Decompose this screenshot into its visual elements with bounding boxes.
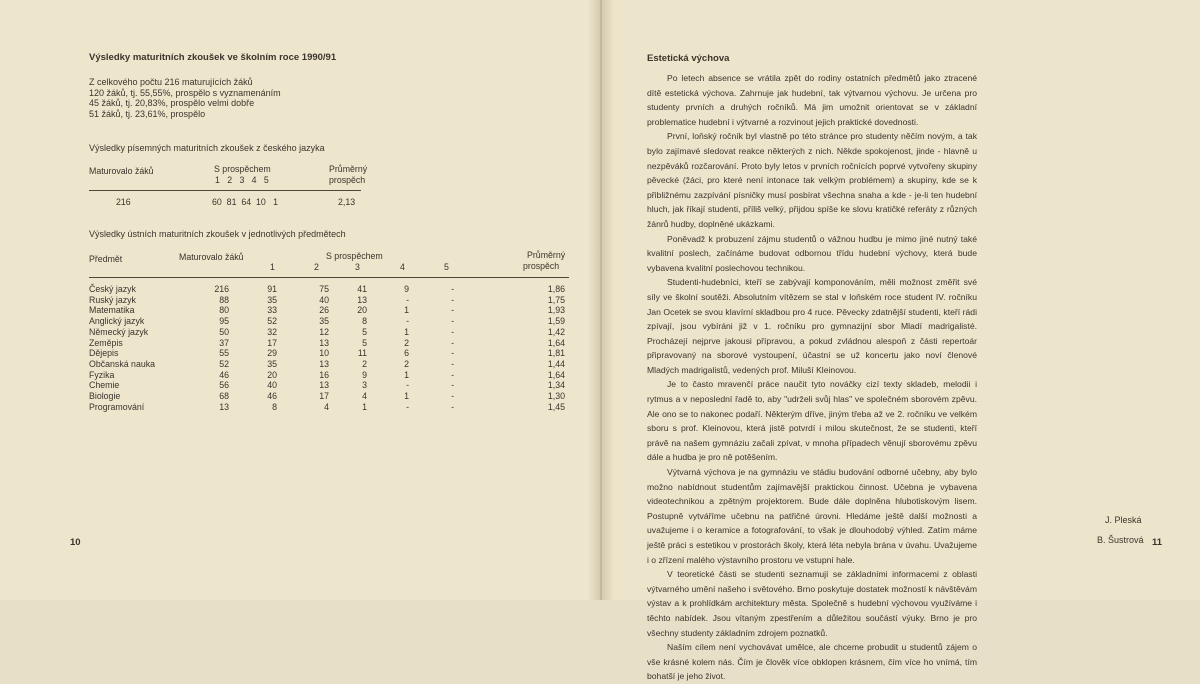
table-cell-g4: 2 [404, 358, 409, 369]
table-cell-g3: 3 [362, 380, 367, 391]
results-title: Výsledky maturitních zkoušek ve školním roce 1990/91 [89, 52, 337, 63]
article-paragraph: V teoretické části se studenti seznamují se základními informacemi z oblasti výtvarného umění našeho i světového. Brno poskytuje dostatek možností k návštěvám výstav a k prohlídkám architektury města. Společně s hudební výchovou využíváme i těchto nabídek. Jsou vítaným zpestřením a důležitou součástí výuky. Brno je pro všechny studenty základním zdrojem poznatků. [647, 569, 977, 638]
oral-col-success: S prospěchem [326, 251, 383, 261]
summary-line: 45 žáků, tj. 20,83%, prospělo velmi dobře [89, 98, 255, 108]
table-cell-avg: 1,86 [547, 284, 565, 294]
table-cell-g1: 91 [267, 284, 277, 294]
signature-author-1: J. Pleská [1105, 515, 1142, 525]
table-cell-subject: Matematika [89, 305, 135, 316]
table-cell-g5: - [451, 380, 454, 391]
table-cell-students: 68 [219, 391, 229, 401]
table-cell-g2: 17 [319, 391, 329, 401]
oral-grade-label: 3 [355, 262, 360, 272]
table-cell-students: 88 [219, 294, 229, 305]
table-cell-avg: 1,59 [547, 316, 565, 327]
table-cell-avg: 1,44 [547, 358, 565, 369]
table-cell-g3: 5 [362, 326, 367, 337]
table-row [89, 359, 569, 369]
table-cell-subject: Fyzika [89, 369, 115, 380]
results-summary [89, 77, 281, 119]
table-cell-subject: Ruský jazyk [89, 294, 136, 305]
summary-line: 120 žáků, tj. 55,55%, prospělo s vyznamenáním [89, 87, 281, 98]
page-number-left: 10 [70, 537, 81, 548]
table-cell-g2: 13 [319, 358, 329, 369]
table-row [89, 370, 569, 380]
table-cell-students: 50 [219, 326, 229, 337]
table-cell-students: 13 [219, 401, 229, 412]
table-cell-g4: 1 [404, 391, 409, 401]
written-students-value: 216 [116, 197, 131, 207]
table-cell-students: 55 [219, 348, 229, 359]
table-cell-avg: 1,64 [547, 337, 565, 348]
table-cell-g3: 4 [362, 391, 367, 401]
summary-line: 51 žáků, tj. 23,61%, prospělo [89, 108, 206, 119]
written-col-students: Maturovalo žáků [89, 166, 154, 176]
table-cell-subject: Zeměpis [89, 337, 123, 348]
table-cell-g2: 4 [324, 401, 329, 412]
table-cell-g5: - [451, 305, 454, 316]
oral-exam-heading: Výsledky ústních maturitních zkoušek v jednotlivých předmětech [89, 229, 346, 239]
table-row [89, 348, 569, 358]
article-paragraph: Poněvadž k probuzení zájmu studentů o vážnou hudbu je mimo jiné nutný také kvalitní poslech, začínáme budovat odbornou třídu hudební výchovy, která bude vybavena kvalitní poslechovou technikou. [647, 233, 977, 273]
table-cell-g4: - [406, 316, 409, 327]
written-avg-value: 2,13 [338, 197, 356, 207]
oral-col-subject: Předmět [89, 254, 123, 264]
table-cell-g2: 35 [319, 316, 329, 327]
table-cell-subject: Chemie [89, 380, 120, 391]
article-paragraph: Studenti-hudebníci, kteří se zabývají komponováním, měli možnost změřit své síly ve školní soutěži. Absolutním vítězem se stal v loňském roce student IV. ročníku Jan Ocetek se svou klavírní skladbou pro 4 ruce. Pěvecky zdatnější studenti, kteří rádi zpívají, jsou vybíráni již v 1. ročníku pro gymnazijní sbor Mladí madrigalisté. Procházejí nejprve jakousi přípravou, a pokud zvládnou alespoň z části repertoár připravovaný na sborové vystoupení, účastní se už koncertu jako noví členové Mladých madrigalistů, vedených prof. Miluší Kleinovou. [647, 277, 977, 375]
table-cell-g3: 2 [362, 358, 367, 369]
table-row [89, 316, 569, 326]
table-cell-g4: 6 [404, 348, 409, 359]
table-cell-g4: 1 [404, 305, 409, 316]
summary-line: Z celkového počtu 216 maturujících žáků [89, 77, 253, 87]
table-row [89, 402, 569, 412]
table-cell-students: 80 [219, 305, 229, 316]
table-cell-g1: 32 [267, 326, 277, 337]
table-cell-g2: 75 [319, 284, 329, 294]
page-number-right: 11 [1152, 537, 1163, 548]
written-grades-header: 1 2 3 4 5 [215, 175, 269, 185]
table-cell-subject: Anglický jazyk [89, 316, 145, 327]
table-cell-avg: 1,42 [547, 326, 565, 337]
article-paragraph: Naším cílem není vychovávat umělce, ale chceme probudit u studentů zájem o vše krásné kolem nás. Čím je člověk více obklopen krásnem, čím více ho vnímá, tím bohatší je jeho život. [647, 642, 977, 682]
table-cell-g2: 13 [319, 380, 329, 391]
table-row [89, 327, 569, 337]
table-cell-students: 46 [219, 369, 229, 380]
table-cell-subject: Občanská nauka [89, 358, 156, 369]
written-table-rule [89, 190, 361, 191]
written-grades-values: 60 81 64 10 1 [212, 197, 279, 207]
table-cell-g5: - [451, 294, 454, 305]
table-cell-avg: 1,45 [547, 401, 565, 412]
table-cell-g1: 46 [267, 391, 277, 401]
table-cell-g5: - [451, 337, 454, 348]
table-cell-g1: 40 [267, 380, 277, 391]
written-col-avg-line2: prospěch [329, 175, 366, 185]
table-cell-g4: 1 [404, 326, 409, 337]
table-cell-g5: - [451, 401, 454, 412]
table-cell-subject: Programování [89, 401, 145, 412]
table-cell-g4: 2 [404, 337, 409, 348]
written-col-success: S prospěchem [214, 164, 271, 174]
table-cell-avg: 1,75 [547, 294, 565, 305]
oral-col-avg-line2: prospěch [523, 261, 560, 271]
table-cell-g2: 40 [319, 294, 329, 305]
table-cell-avg: 1,81 [547, 348, 565, 359]
written-exam-heading: Výsledky písemných maturitních zkoušek z českého jazyka [89, 143, 325, 153]
oral-grade-label: 5 [444, 262, 449, 272]
aesthetics-title: Estetická výchova [647, 53, 730, 64]
table-cell-students: 95 [219, 316, 229, 327]
table-row [89, 305, 569, 315]
table-cell-g3: 1 [362, 401, 367, 412]
table-cell-avg: 1,93 [547, 305, 565, 316]
article-paragraph: Výtvarná výchova je na gymnáziu ve stádiu budování odborné učebny, aby bylo možno nabídnout studentům zajímavější praktickou činnost. Učebna je vybavena videotechnikou a zpětným projektorem. Bude dále doplněna hlubotiskovým lisem. Postupně vytváříme učebnu na patřičné úrovni. Hledáme ještě další možnosti a uvažujeme i o keramice a fotografování, to však je dlouhodobý výhled. Zatím máme ještě práci s estetikou v prostorách školy, která léta nebyla brána v úvahu. Uvažujeme i o zřízení malého výstavního prostoru ve vstupní hale. [647, 467, 977, 565]
left-page [0, 0, 601, 600]
table-cell-g5: - [451, 326, 454, 337]
table-row [89, 380, 569, 390]
table-cell-g4: 1 [404, 369, 409, 380]
oral-grade-label: 2 [314, 262, 319, 272]
table-cell-g5: - [451, 369, 454, 380]
table-cell-g2: 10 [319, 348, 329, 359]
table-cell-subject: Biologie [89, 391, 121, 401]
table-cell-g5: - [451, 284, 454, 294]
table-cell-g2: 16 [319, 369, 329, 380]
table-cell-avg: 1,30 [547, 391, 565, 401]
table-row [89, 338, 569, 348]
table-cell-g1: 17 [267, 337, 277, 348]
table-cell-g5: - [451, 391, 454, 401]
table-cell-g4: - [406, 294, 409, 305]
article-paragraph: Je to často mravenčí práce naučit tyto nováčky cizí texty skladeb, melodii i rytmus a v neposlední řadě to, aby "udrželi svůj hlas" ve společném sborovém zpěvu. Ale ono se to nakonec podaří. Některým dříve, jiným třeba až ve 2. ročníku ve velkém sboru s prof. Kleinovou, která jistě potvrdí i milou skutečnost, že se studenti, kteří právě na našem gymnáziu začali zpívat, v mnoha případech věnují sborovému zpěvu dále a hudba je pro ně potěšením. [647, 379, 977, 463]
table-cell-g2: 13 [319, 337, 329, 348]
oral-table-rule [89, 277, 569, 278]
table-cell-g1: 35 [267, 294, 277, 305]
table-cell-g3: 11 [357, 348, 367, 359]
oral-grade-label: 1 [270, 262, 275, 272]
table-cell-g3: 20 [357, 305, 367, 316]
table-cell-g5: - [451, 348, 454, 359]
table-cell-avg: 1,34 [547, 380, 565, 391]
table-cell-g3: 9 [362, 369, 367, 380]
table-cell-avg: 1,64 [547, 369, 565, 380]
signature-author-2: B. Šustrová [1097, 535, 1144, 545]
table-cell-students: 52 [219, 358, 229, 369]
table-cell-g1: 29 [267, 348, 277, 359]
table-cell-students: 56 [219, 380, 229, 391]
aesthetics-article [647, 71, 977, 684]
oral-col-students: Maturovalo žáků [179, 252, 244, 262]
table-cell-g4: - [406, 380, 409, 391]
book-gutter [588, 0, 614, 600]
table-cell-g1: 52 [267, 316, 277, 327]
table-cell-students: 216 [214, 284, 229, 294]
table-cell-g2: 26 [319, 305, 329, 316]
table-cell-g1: 8 [272, 401, 277, 412]
table-cell-g3: 13 [357, 294, 367, 305]
table-row [89, 295, 569, 305]
table-cell-subject: Český jazyk [89, 284, 136, 294]
table-cell-g2: 12 [319, 326, 329, 337]
table-cell-g5: - [451, 316, 454, 327]
article-paragraph: Po letech absence se vrátila zpět do rodiny ostatních předmětů jako ztracené dítě estetická výchova. Zahrnuje jak hudební, tak výtvarnou výchovu. Je určena pro studenty prvních a druhých ročníků. Má jim umožnit orientovat se v základní problematice hudební i výtvarné a rozvinout jejich praktické dovednosti. [647, 73, 977, 127]
table-cell-subject: Dějepis [89, 348, 119, 359]
table-cell-g3: 5 [362, 337, 367, 348]
table-cell-g1: 33 [267, 305, 277, 316]
table-cell-g3: 41 [357, 284, 367, 294]
oral-grade-label: 4 [400, 262, 405, 272]
table-cell-students: 37 [219, 337, 229, 348]
table-cell-g1: 35 [267, 358, 277, 369]
table-cell-g4: 9 [404, 284, 409, 294]
table-cell-subject: Německý jazyk [89, 326, 149, 337]
table-cell-g5: - [451, 358, 454, 369]
table-row [89, 284, 569, 294]
table-cell-g4: - [406, 401, 409, 412]
table-cell-g1: 20 [267, 369, 277, 380]
table-cell-g3: 8 [362, 316, 367, 327]
oral-col-avg-line1: Průměrný [527, 250, 566, 260]
table-row [89, 391, 569, 401]
written-col-avg-line1: Průměrný [329, 164, 368, 174]
article-paragraph: První, loňský ročník byl vlastně po této stránce pro studenty něčím novým, a tak bylo zajímavé sledovat reakce některých z nich. Někde spokojenost, jinde - hlavně u nezpěváků rozčarování. Proto byly letos v prvních ročnících poprvé vytvořeny skupiny pěvecké (žáci, pro které není intonace tak velkým problémem) a skupiny, kde se k přibližnému zazpívání písničky musí posbírat všechna snaha a kde - je-li ten hudební hluch, jak říkají studenti, příliš velký, přijdou spíše ke slovu kratičké referáty z různých žánrů hudby, doplněné ukázkami. [647, 131, 977, 229]
